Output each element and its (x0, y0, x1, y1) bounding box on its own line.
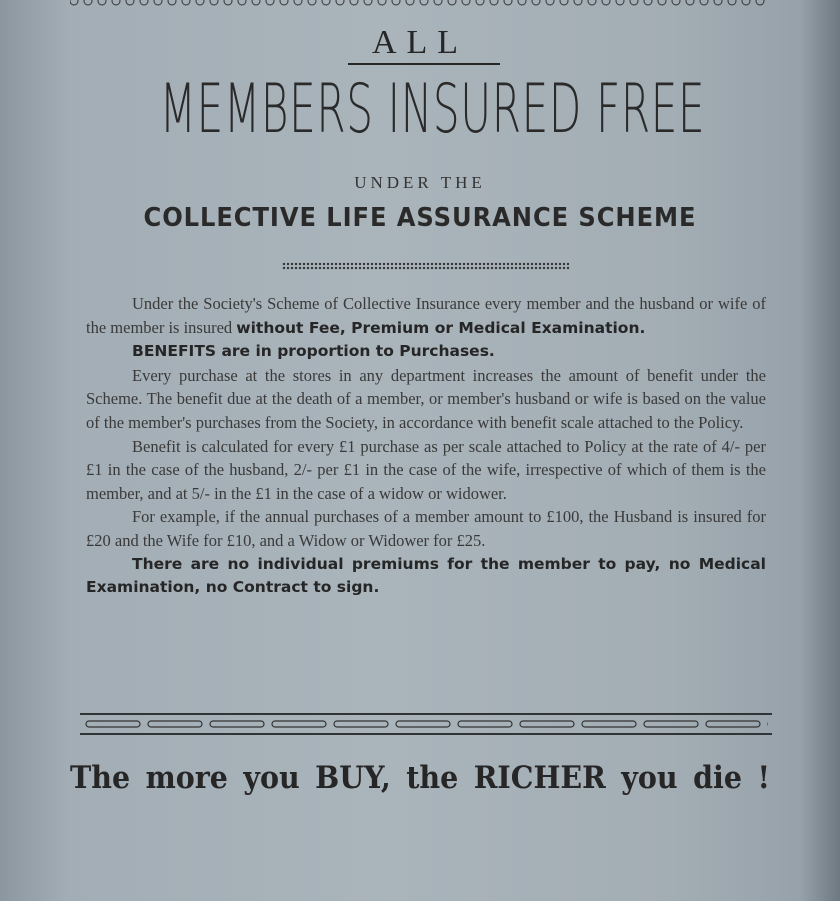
top-ornamental-border (70, 0, 770, 6)
scheme-title: COLLECTIVE LIFE ASSURANCE SCHEME (143, 203, 697, 233)
intro-bold-text: without Fee, Premium or Medical Examination. (236, 318, 646, 337)
body-text (86, 292, 766, 600)
all-underline (348, 63, 500, 65)
chain-ornament (84, 719, 768, 729)
dotted-divider (282, 262, 570, 270)
benefits-heading: BENEFITS are in proportion to Purchases. (132, 342, 495, 361)
slogan: The more you BUY, the RICHER you die ! (70, 760, 770, 796)
paragraph-intro (86, 292, 766, 340)
closing-statement: There are no individual premiums for the member to pay, no Medical Examination, no Contract to sign. (86, 554, 766, 597)
main-headline: MEMBERS INSURED FREE (159, 70, 706, 149)
all-heading: ALL (371, 24, 469, 61)
paragraph-example: For example, if the annual purchases of a member amount to £100, the Husband is insured for £20 and the Wife for £10, and a Widow or Widower for £25. (86, 507, 766, 550)
page-edge-shadow (800, 0, 840, 901)
lower-rule (80, 733, 772, 735)
under-the-text: UNDER THE (354, 173, 486, 192)
paragraph-purchases: Every purchase at the stores in any department increases the amount of benefit under the Scheme. The benefit due at the death of a member, or member's husband or wife is based on the value of the member's purchases from the Society, in accordance with benefit scale attached to the Policy. (86, 365, 766, 432)
intro-text: Under the Society's Scheme of Collective Insurance every member and the husband or wife of the member is insured (86, 294, 766, 337)
paragraph-calculation: Benefit is calculated for every £1 purchase as per scale attached to Policy at the rate of 4/- per £1 in the case of the husband, 2/- per £1 in the case of the wife, irrespective of which of them is the member, and at 5/- in the £1 in the case of a widow or widower. (86, 436, 766, 503)
upper-rule (80, 713, 772, 715)
